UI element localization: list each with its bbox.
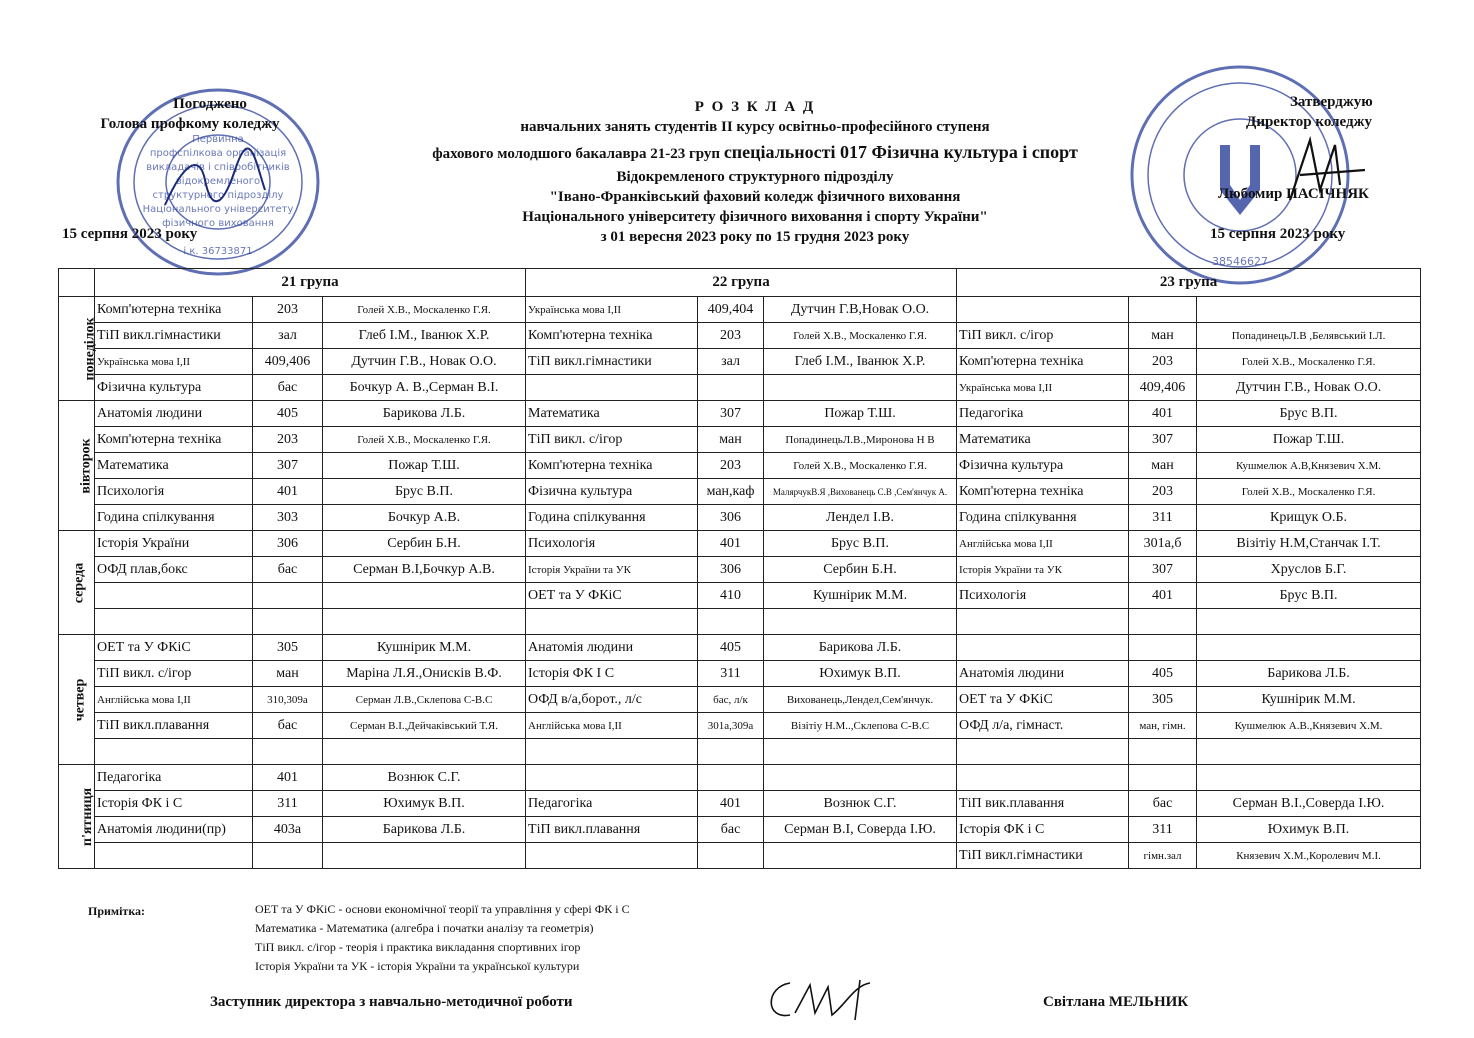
subject-cell: Комп'ютерна техніка xyxy=(957,349,1129,375)
room-cell xyxy=(698,739,764,765)
room-cell: 405 xyxy=(1129,661,1197,687)
corner-cell xyxy=(59,269,95,297)
schedule-title: Р О З К Л А Д xyxy=(694,99,816,115)
room-cell: 306 xyxy=(698,557,764,583)
agreed-label: Погоджено xyxy=(173,96,247,112)
room-cell: ман xyxy=(1129,323,1197,349)
room-cell xyxy=(1129,739,1197,765)
teacher-cell: Кушмелюк А.В.,Князевич Х.М. xyxy=(1197,713,1421,739)
teacher-cell: Серман В.І.,Дейчаківський Т.Я. xyxy=(323,713,526,739)
schedule-row xyxy=(59,765,1421,791)
teacher-cell: Глеб І.М., Іванюк Х.Р. xyxy=(764,349,957,375)
teacher-cell xyxy=(764,739,957,765)
subject-cell: Анатомія людини xyxy=(957,661,1129,687)
teacher-cell: Крищук О.Б. xyxy=(1197,505,1421,531)
schedule-row xyxy=(59,323,1421,349)
svg-text:фізичного виховання: фізичного виховання xyxy=(162,218,274,229)
room-cell xyxy=(1129,609,1197,635)
teacher-cell: Вознюк С.Г. xyxy=(764,791,957,817)
header-line1: навчальних занять студентів ІІ курсу освітньо-професійного ступеня xyxy=(520,119,990,135)
room-cell: бас xyxy=(253,557,323,583)
teacher-cell: Брус В.П. xyxy=(764,531,957,557)
teacher-cell: Серман В.І,Бочкур А.В. xyxy=(323,557,526,583)
subject-cell: ОЕТ та У ФКіС xyxy=(526,583,698,609)
schedule-row xyxy=(59,635,1421,661)
subject-cell: Історія України та УК xyxy=(526,557,698,583)
svg-text:Первинна: Первинна xyxy=(192,134,244,145)
teacher-cell: Серман В.І, Соверда І.Ю. xyxy=(764,817,957,843)
teacher-cell: Барикова Л.Б. xyxy=(764,635,957,661)
teacher-cell: Барикова Л.Б. xyxy=(1197,661,1421,687)
subject-cell: Українська мова І,ІІ xyxy=(95,349,253,375)
teacher-cell xyxy=(323,583,526,609)
teacher-cell: Голей Х.В., Москаленко Г.Я. xyxy=(323,297,526,323)
approved-name: Любомир ПАСІЧНЯК xyxy=(1218,186,1369,202)
teacher-cell: Голей Х.В., Москаленко Г.Я. xyxy=(764,323,957,349)
subject-cell: ТіП викл.плавання xyxy=(95,713,253,739)
header-line6: з 01 вересня 2023 року по 15 грудня 2023 року xyxy=(600,229,910,245)
room-cell: ман xyxy=(698,427,764,453)
teacher-cell: Кушнірик М.М. xyxy=(323,635,526,661)
schedule-row xyxy=(59,531,1421,557)
subject-cell: ОЕТ та У ФКіС xyxy=(957,687,1129,713)
subject-cell: Математика xyxy=(526,401,698,427)
subject-cell: Психологія xyxy=(95,479,253,505)
subject-cell: Педагогіка xyxy=(95,765,253,791)
room-cell: 306 xyxy=(698,505,764,531)
subject-cell: Година спілкування xyxy=(526,505,698,531)
subject-cell: Англійська мова І,ІІ xyxy=(957,531,1129,557)
teacher-cell: Серман Л.В.,Склепова С-В.С xyxy=(323,687,526,713)
day-label: четвер xyxy=(72,678,88,721)
teacher-cell: Маріна Л.Я.,Онисків В.Ф. xyxy=(323,661,526,687)
agreed-position: Голова профкому коледжу xyxy=(100,116,280,132)
day-label: п'ятниця xyxy=(80,787,96,846)
room-cell: 311 xyxy=(1129,505,1197,531)
teacher-cell: Хруслов Б.Г. xyxy=(1197,557,1421,583)
schedule-row xyxy=(59,453,1421,479)
teacher-cell: Пожар Т.Ш. xyxy=(764,401,957,427)
teacher-cell: Пожар Т.Ш. xyxy=(1197,427,1421,453)
subject-cell: Фізична культура xyxy=(526,479,698,505)
subject-cell: ОЕТ та У ФКіС xyxy=(95,635,253,661)
room-cell: 307 xyxy=(1129,557,1197,583)
room-cell: 401 xyxy=(253,479,323,505)
subject-cell: Українська мова І,ІІ xyxy=(526,297,698,323)
teacher-cell: Брус В.П. xyxy=(1197,401,1421,427)
subject-cell: Англійська мова І,ІІ xyxy=(95,687,253,713)
room-cell: 405 xyxy=(698,635,764,661)
teacher-cell: Голей Х.В., Москаленко Г.Я. xyxy=(323,427,526,453)
room-cell: 409,406 xyxy=(253,349,323,375)
room-cell xyxy=(253,739,323,765)
room-cell xyxy=(698,765,764,791)
schedule-row xyxy=(59,505,1421,531)
subject-cell xyxy=(526,375,698,401)
day-cell xyxy=(59,297,98,401)
teacher-cell: Барикова Л.Б. xyxy=(323,401,526,427)
room-cell xyxy=(698,609,764,635)
subject-cell: Математика xyxy=(95,453,253,479)
teacher-cell: Сербин Б.Н. xyxy=(323,531,526,557)
subject-cell: Комп'ютерна техніка xyxy=(95,297,253,323)
day-cell xyxy=(59,401,95,531)
room-cell: бас, л/к xyxy=(698,687,764,713)
room-cell: 306 xyxy=(253,531,323,557)
footer-name: Світлана МЕЛЬНИК xyxy=(1043,994,1189,1010)
room-cell: 401 xyxy=(253,765,323,791)
schedule-row xyxy=(59,557,1421,583)
room-cell: 305 xyxy=(253,635,323,661)
schedule-row xyxy=(59,843,1421,869)
svg-text:структурного підрозділу: структурного підрозділу xyxy=(152,190,284,201)
subject-cell: Година спілкування xyxy=(95,505,253,531)
teacher-cell: Бочкур А.В. xyxy=(323,505,526,531)
subject-cell: Комп'ютерна техніка xyxy=(526,323,698,349)
teacher-cell: Вихованець,Лендел,Сем'янчук. xyxy=(764,687,957,713)
header-line5: Національного університету фізичного виховання і спорту України" xyxy=(522,209,988,225)
note-1: ОЕТ та У ФКіС - основи економічної теорії та управління у сфері ФК і С xyxy=(255,902,630,916)
teacher-cell xyxy=(323,609,526,635)
subject-cell xyxy=(957,635,1129,661)
day-label: понеділок xyxy=(82,316,98,381)
room-cell: 401 xyxy=(1129,583,1197,609)
room-cell xyxy=(698,843,764,869)
day-cell xyxy=(59,765,95,869)
room-cell: 203 xyxy=(1129,349,1197,375)
note-4: Історія України та УК - історія України та української культури xyxy=(255,959,580,973)
notes-label: Примітка: xyxy=(88,904,146,918)
svg-text:профспілкова організація: профспілкова організація xyxy=(149,148,287,159)
room-cell: 401 xyxy=(1129,401,1197,427)
room-cell: 401 xyxy=(698,791,764,817)
teacher-cell: ПопадинецьЛ.В ,Белявський І.Л. xyxy=(1197,323,1421,349)
room-cell: 203 xyxy=(253,427,323,453)
schedule-row xyxy=(59,375,1421,401)
room-cell: 303 xyxy=(253,505,323,531)
subject-cell: Фізична культура xyxy=(957,453,1129,479)
subject-cell: Анатомія людини xyxy=(526,635,698,661)
subject-cell xyxy=(95,583,253,609)
teacher-cell xyxy=(323,843,526,869)
header-line2a: фахового молодшого бакалавра 21-23 груп xyxy=(432,146,721,162)
footer-position: Заступник директора з навчально-методичної роботи xyxy=(210,994,573,1010)
subject-cell: ОФД в/а,борот., л/с xyxy=(526,687,698,713)
subject-cell: Комп'ютерна техніка xyxy=(526,453,698,479)
room-cell: 203 xyxy=(698,453,764,479)
teacher-cell xyxy=(323,739,526,765)
subject-cell: Педагогіка xyxy=(526,791,698,817)
subject-cell xyxy=(95,843,253,869)
room-cell xyxy=(1129,297,1197,323)
subject-cell: ТіП вик.плавання xyxy=(957,791,1129,817)
room-cell: бас xyxy=(253,375,323,401)
room-cell xyxy=(253,843,323,869)
teacher-cell: Кушнірик М.М. xyxy=(1197,687,1421,713)
room-cell: 311 xyxy=(1129,817,1197,843)
room-cell xyxy=(253,583,323,609)
teacher-cell: Юхимук В.П. xyxy=(764,661,957,687)
room-cell: 403а xyxy=(253,817,323,843)
subject-cell xyxy=(95,739,253,765)
teacher-cell: Князевич Х.М.,Королевич М.І. xyxy=(1197,843,1421,869)
day-cell xyxy=(59,531,95,635)
schedule-row xyxy=(59,609,1421,635)
teacher-cell: Юхимук В.П. xyxy=(1197,817,1421,843)
teacher-cell: Голей Х.В., Москаленко Г.Я. xyxy=(1197,349,1421,375)
subject-cell: ТіП викл.плавання xyxy=(526,817,698,843)
room-cell: 310,309а xyxy=(253,687,323,713)
teacher-cell: МалярчукВ.Я ,Вихованець С.В ,Сем'янчук А. xyxy=(764,479,957,505)
subject-cell xyxy=(95,609,253,635)
header-line2b: спеціальності 017 Фізична культура і спорт xyxy=(723,142,1078,162)
teacher-cell: Кушнірик М.М. xyxy=(764,583,957,609)
subject-cell: Комп'ютерна техніка xyxy=(957,479,1129,505)
subject-cell: Математика xyxy=(957,427,1129,453)
svg-text:викладачів і співробітників: викладачів і співробітників xyxy=(146,162,290,173)
subject-cell xyxy=(957,765,1129,791)
right-stamp-code: 38546627 xyxy=(1212,255,1268,268)
teacher-cell: Сербин Б.Н. xyxy=(764,557,957,583)
subject-cell xyxy=(526,739,698,765)
teacher-cell xyxy=(1197,297,1421,323)
room-cell: бас xyxy=(253,713,323,739)
teacher-cell xyxy=(764,609,957,635)
group-22-header: 22 група xyxy=(526,269,957,297)
teacher-cell xyxy=(764,375,957,401)
teacher-cell xyxy=(1197,635,1421,661)
approved-position: Директор коледжу xyxy=(1246,114,1372,130)
subject-cell: ТіП викл. с/ігор xyxy=(526,427,698,453)
footer-signature xyxy=(760,975,890,1025)
teacher-cell xyxy=(1197,765,1421,791)
room-cell xyxy=(1129,765,1197,791)
room-cell: 307 xyxy=(698,401,764,427)
room-cell: 305 xyxy=(1129,687,1197,713)
subject-cell: Психологія xyxy=(526,531,698,557)
room-cell: 203 xyxy=(253,297,323,323)
teacher-cell xyxy=(764,765,957,791)
approved-date: 15 серпня 2023 року xyxy=(1210,226,1346,242)
schedule-row xyxy=(59,297,1421,323)
subject-cell: Фізична культура xyxy=(95,375,253,401)
day-cell xyxy=(59,635,95,765)
subject-cell: Година спілкування xyxy=(957,505,1129,531)
room-cell: зал xyxy=(253,323,323,349)
room-cell: ман xyxy=(253,661,323,687)
note-3: ТіП викл. с/ігор - теорія і практика викладання спортивних ігор xyxy=(255,940,581,954)
room-cell xyxy=(698,375,764,401)
room-cell: 405 xyxy=(253,401,323,427)
teacher-cell: Візітіу Н.М..,Склепова С-В.С xyxy=(764,713,957,739)
teacher-cell: Барикова Л.Б. xyxy=(323,817,526,843)
approved-label: Затверджую xyxy=(1290,94,1373,110)
room-cell: ман,каф xyxy=(698,479,764,505)
agreed-date: 15 серпня 2023 року xyxy=(62,226,198,242)
group-header-row xyxy=(59,269,1421,297)
subject-cell: ТіП викл.гімнастики xyxy=(95,323,253,349)
teacher-cell: Голей Х.В., Москаленко Г.Я. xyxy=(764,453,957,479)
header-line3: Відокремленого структурного підрозділу xyxy=(616,169,894,185)
teacher-cell xyxy=(764,843,957,869)
subject-cell xyxy=(526,843,698,869)
room-cell: бас xyxy=(698,817,764,843)
teacher-cell: Голей Х.В., Москаленко Г.Я. xyxy=(1197,479,1421,505)
subject-cell: Психологія xyxy=(957,583,1129,609)
subject-cell: ОФД л/а, гімнаст. xyxy=(957,713,1129,739)
room-cell xyxy=(253,609,323,635)
room-cell: 301а,б xyxy=(1129,531,1197,557)
teacher-cell: Дутчин Г.В., Новак О.О. xyxy=(323,349,526,375)
schedule-row xyxy=(59,739,1421,765)
schedule-row xyxy=(59,661,1421,687)
subject-cell xyxy=(957,609,1129,635)
teacher-cell: Вознюк С.Г. xyxy=(323,765,526,791)
schedule-row xyxy=(59,479,1421,505)
room-cell: ман, гімн. xyxy=(1129,713,1197,739)
room-cell: 311 xyxy=(253,791,323,817)
teacher-cell: Брус В.П. xyxy=(323,479,526,505)
teacher-cell: Юхимук В.П. xyxy=(323,791,526,817)
subject-cell xyxy=(526,609,698,635)
teacher-cell: Глеб І.М., Іванюк Х.Р. xyxy=(323,323,526,349)
schedule-row xyxy=(59,687,1421,713)
subject-cell xyxy=(957,739,1129,765)
schedule-row xyxy=(59,583,1421,609)
subject-cell xyxy=(957,297,1129,323)
room-cell: зал xyxy=(698,349,764,375)
subject-cell: Історія ФК і С xyxy=(95,791,253,817)
svg-text:Національного університету: Національного університету xyxy=(142,204,294,215)
room-cell: 311 xyxy=(698,661,764,687)
schedule-row xyxy=(59,817,1421,843)
schedule-row xyxy=(59,427,1421,453)
group-21-header: 21 група xyxy=(95,269,526,297)
subject-cell: ТіП викл. с/ігор xyxy=(957,323,1129,349)
header-line4: "Івано-Франківський фаховий коледж фізичного виховання xyxy=(549,189,961,205)
svg-text:відокремленого: відокремленого xyxy=(175,176,261,187)
teacher-cell: Брус В.П. xyxy=(1197,583,1421,609)
room-cell: 401 xyxy=(698,531,764,557)
subject-cell: Анатомія людини xyxy=(95,401,253,427)
schedule-row xyxy=(59,713,1421,739)
room-cell: 307 xyxy=(1129,427,1197,453)
subject-cell xyxy=(526,765,698,791)
schedule-table xyxy=(58,268,1421,869)
subject-cell: Історія України та УК xyxy=(957,557,1129,583)
schedule-row xyxy=(59,401,1421,427)
schedule-row xyxy=(59,349,1421,375)
subject-cell: ТіП викл. с/ігор xyxy=(95,661,253,687)
room-cell: 301а,309а xyxy=(698,713,764,739)
room-cell: 410 xyxy=(698,583,764,609)
room-cell: 203 xyxy=(1129,479,1197,505)
group-23-header: 23 група xyxy=(957,269,1421,297)
teacher-cell: Пожар Т.Ш. xyxy=(323,453,526,479)
subject-cell: ТіП викл.гімнастики xyxy=(526,349,698,375)
subject-cell: Українська мова І,ІІ xyxy=(957,375,1129,401)
teacher-cell: Візітіу Н.М,Станчак І.Т. xyxy=(1197,531,1421,557)
note-2: Математика - Математика (алгебра і початки аналізу та геометрія) xyxy=(255,921,594,935)
subject-cell: Історія ФК І С xyxy=(526,661,698,687)
teacher-cell: Кушмелюк А.В,Князевич Х.М. xyxy=(1197,453,1421,479)
room-cell: 409,406 xyxy=(1129,375,1197,401)
room-cell: гімн.зал xyxy=(1129,843,1197,869)
subject-cell: Історія України xyxy=(95,531,253,557)
subject-cell: ОФД плав,бокс xyxy=(95,557,253,583)
teacher-cell: Лендел І.В. xyxy=(764,505,957,531)
subject-cell: ТіП викл.гімнастики xyxy=(957,843,1129,869)
room-cell xyxy=(1129,635,1197,661)
left-stamp-code: і.к. 36733871 xyxy=(183,246,253,257)
room-cell: 409,404 xyxy=(698,297,764,323)
day-label: середа xyxy=(71,562,87,603)
teacher-cell: Бочкур А. В.,Серман В.І. xyxy=(323,375,526,401)
subject-cell: Анатомія людини(пр) xyxy=(95,817,253,843)
teacher-cell: Серман В.І.,Соверда І.Ю. xyxy=(1197,791,1421,817)
left-signature xyxy=(160,150,270,220)
teacher-cell: ПопадинецьЛ.В.,Миронова Н В xyxy=(764,427,957,453)
subject-cell: Історія ФК і С xyxy=(957,817,1129,843)
teacher-cell xyxy=(1197,739,1421,765)
subject-cell: Англійська мова І,ІІ xyxy=(526,713,698,739)
teacher-cell xyxy=(1197,609,1421,635)
room-cell: 203 xyxy=(698,323,764,349)
room-cell: 307 xyxy=(253,453,323,479)
subject-cell: Педагогіка xyxy=(957,401,1129,427)
schedule-row xyxy=(59,791,1421,817)
subject-cell: Комп'ютерна техніка xyxy=(95,427,253,453)
room-cell: ман xyxy=(1129,453,1197,479)
day-label: вівторок xyxy=(78,437,94,494)
teacher-cell: Дутчин Г.В,Новак О.О. xyxy=(764,297,957,323)
teacher-cell: Дутчин Г.В., Новак О.О. xyxy=(1197,375,1421,401)
room-cell: бас xyxy=(1129,791,1197,817)
